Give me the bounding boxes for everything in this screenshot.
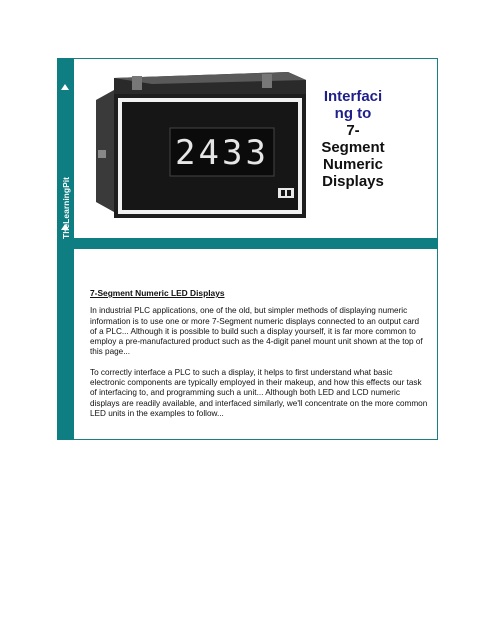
sidebar-brand: TheLearningPit	[60, 177, 71, 239]
sidebar	[57, 58, 74, 440]
panel-meter-image	[92, 70, 312, 220]
brand-logo-icon	[278, 188, 294, 198]
article-body	[90, 288, 428, 429]
article-paragraph-2: To correctly interface a PLC to such a display, it helps to first understand what basic electronic components are typically employed in their makeup, and how this effects our task of interfacing to, and programming such a unit... Although both LED and LCD numeric displays are readily available, and interfaced similarly, we'll concentrate on the more common LED units in the examples to follow...	[90, 367, 428, 418]
segment-display-digits: 2433	[175, 133, 269, 173]
up-arrow-icon-lower[interactable]	[61, 224, 69, 230]
article-paragraph-1: In industrial PLC applications, one of the old, but simpler methods of displaying numeric information is to use one or more 7-Segment numeric displays connected to an output card of a PLC... Although it is possible to build such a display yourself, it is far more common to employ a pre-manufactured product such as the 4-digit panel mount unit shown at the top of this page...	[90, 306, 423, 357]
up-arrow-icon[interactable]	[61, 84, 69, 90]
section-divider-bar	[74, 238, 438, 249]
page-title: Interfaci ng to 7- Segment Numeric Displays	[321, 88, 385, 190]
article-heading: 7-Segment Numeric LED Displays	[90, 288, 225, 298]
